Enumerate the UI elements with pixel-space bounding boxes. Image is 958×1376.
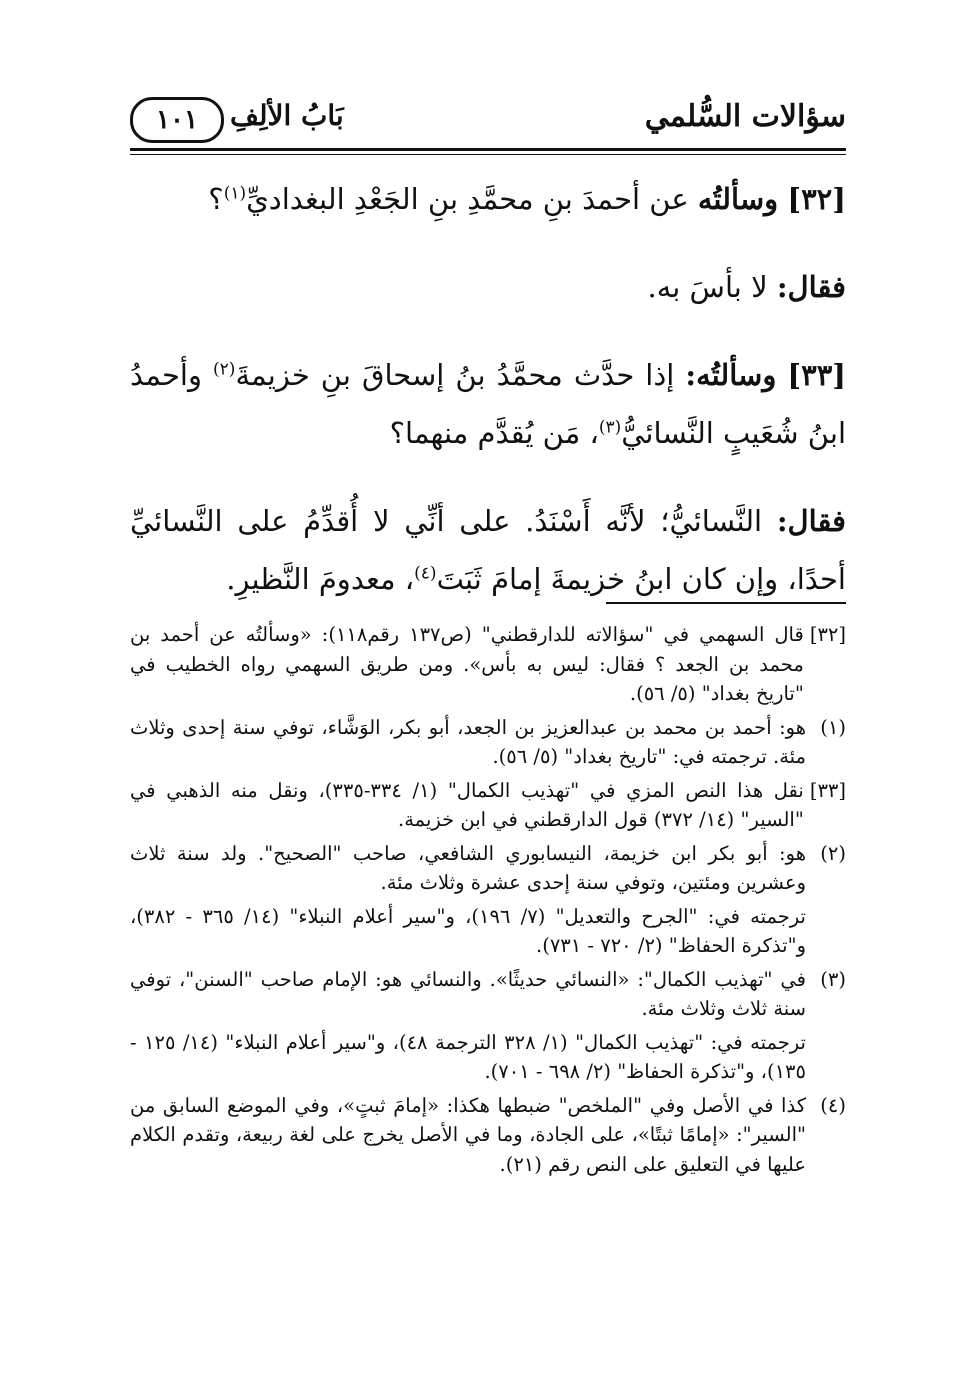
- question-text: عن أحمدَ بنِ محمَّدِ بنِ الجَعْدِ البغداديِّ: [246, 182, 698, 216]
- footnote-item: [130, 776, 846, 835]
- footnote-mark: (١): [820, 715, 846, 739]
- footnote-mark: [٣٣]: [809, 778, 846, 802]
- footnote-item: [130, 965, 846, 1024]
- answer-lead: فقال:: [776, 270, 846, 304]
- footnote-text: نقل هذا النص المزي في "تهذيب الكمال" (١/ ٣٣٤-٣٣٥)، ونقل منه الذهبي في "السير" (١٤/ ٣٧٢) قول الدارقطني في ابن خزيمة.: [130, 778, 804, 831]
- book-title: سؤالات السُّلمي: [644, 99, 846, 134]
- footnote-item: [130, 713, 846, 772]
- footnote-item: [130, 620, 846, 709]
- answer-33: [130, 492, 846, 608]
- footnote-ref: (٤): [414, 563, 437, 584]
- answer-lead: فقال:: [776, 504, 846, 538]
- main-text: [130, 170, 846, 630]
- question-lead: وسألتُه:: [685, 358, 777, 392]
- footnote-continuation: ترجمته في: "الجرح والتعديل" (٧/ ١٩٦)، و"سير أعلام النبلاء" (١٤/ ٣٦٥ - ٣٨٢)، و"تذكرة الحفاظ" (٢/ ٧٢٠ - ٧٣١).: [130, 904, 806, 957]
- footnote-ref: (١): [223, 183, 247, 204]
- footnote-separator: [606, 602, 846, 604]
- answer-32: [130, 258, 846, 316]
- footnote-ref: (٣): [598, 417, 622, 438]
- answer-text: النَّسائيُّ؛ لأنَّه أَسْنَدُ. على أنِّي لا أُقدِّمُ على النَّسائيِّ أحدًا، وإن كان ابنُ خزيمةَ إمامَ ثَبَتَ: [130, 504, 846, 596]
- question-lead: وسألتُه: [697, 182, 779, 216]
- chapter-title: بَابُ الألِفِ: [230, 99, 344, 132]
- footnotes: [130, 620, 846, 1183]
- footnote-item: [130, 1091, 846, 1180]
- footnote-continuation: ترجمته في: "تهذيب الكمال" (١/ ٣٢٨ الترجمة ٤٨)، و"سير أعلام النبلاء" (١٤/ ١٢٥ - ١٣٥)، و"تذكرة الحفاظ" (٢/ ٦٩٨ - ٧٠١).: [130, 1030, 806, 1083]
- entry-number: [٣٣]: [787, 358, 847, 392]
- header-rule-thick: [130, 148, 846, 151]
- footnote-mark: [٣٢]: [809, 623, 846, 646]
- footnote-ref: (٢): [213, 359, 236, 380]
- footnote-text: كذا في الأصل وفي "الملخص" ضبطها هكذا: «إمامَ ثبتٍ»، وفي الموضع السابق من "السير": «إمامًا ثبتًا»، على الجادة، وما في الأصل يخرج على لغة ربيعة، وتقدم الكلام عليها في التعليق على النص رقم (٢١).: [130, 1093, 806, 1176]
- answer-text: ، معدومَ النَّظيرِ.: [226, 562, 415, 596]
- question-text: وأحمدُ ابنُ شُعَيبٍ النَّسائيُّ: [130, 358, 846, 450]
- footnote-text: قال السهمي في "سؤالاته للدارقطني" (ص١٣٧ رقم١١٨): «وسألتُه عن أحمد بن محمد بن الجعد ؟ فقال: ليس به بأس». ومن طريق السهمي رواه الخطيب في "تاريخ بغداد" (٥/ ٥٦).: [130, 623, 804, 705]
- entry-number: [٣٢]: [787, 182, 846, 216]
- footnote-text: هو: أبو بكر ابن خزيمة، النيسابوري الشافعي، صاحب "الصحيح". ولد سنة ثلاث وعشرين ومئتين، وتوفي سنة إحدى عشرة وثلاث مئة.: [130, 841, 806, 894]
- footnote-mark: (٤): [820, 1093, 846, 1117]
- answer-text: لا بأسَ به.: [647, 270, 777, 304]
- footnote-item: [130, 839, 846, 898]
- page-header: [130, 95, 846, 150]
- header-rule-thin: [130, 154, 846, 155]
- footnote-mark: (٣): [820, 967, 846, 991]
- question-33: [130, 346, 846, 462]
- footnote-text: في "تهذيب الكمال": «النسائي حديثًا». والنسائي هو: الإمام صاحب "السنن"، توفي سنة ثلاث وثلاث مئة.: [130, 967, 806, 1020]
- footnote-mark: (٢): [820, 841, 846, 865]
- question-end: ؟: [208, 182, 224, 216]
- question-text: ، مَن يُقدَّم منهما؟: [389, 416, 599, 450]
- question-text: إذا حدَّث محمَّدُ بنُ إسحاقَ بنِ خزيمةَ: [235, 358, 686, 392]
- question-32: [130, 170, 846, 228]
- page-number: ١٠١: [130, 97, 224, 143]
- footnote-text: هو: أحمد بن محمد بن عبدالعزيز بن الجعد، أبو بكر، الوَشَّاء، توفي سنة إحدى وثلاث مئة. ترجمته في: "تاريخ بغداد" (٥/ ٥٦).: [130, 715, 806, 768]
